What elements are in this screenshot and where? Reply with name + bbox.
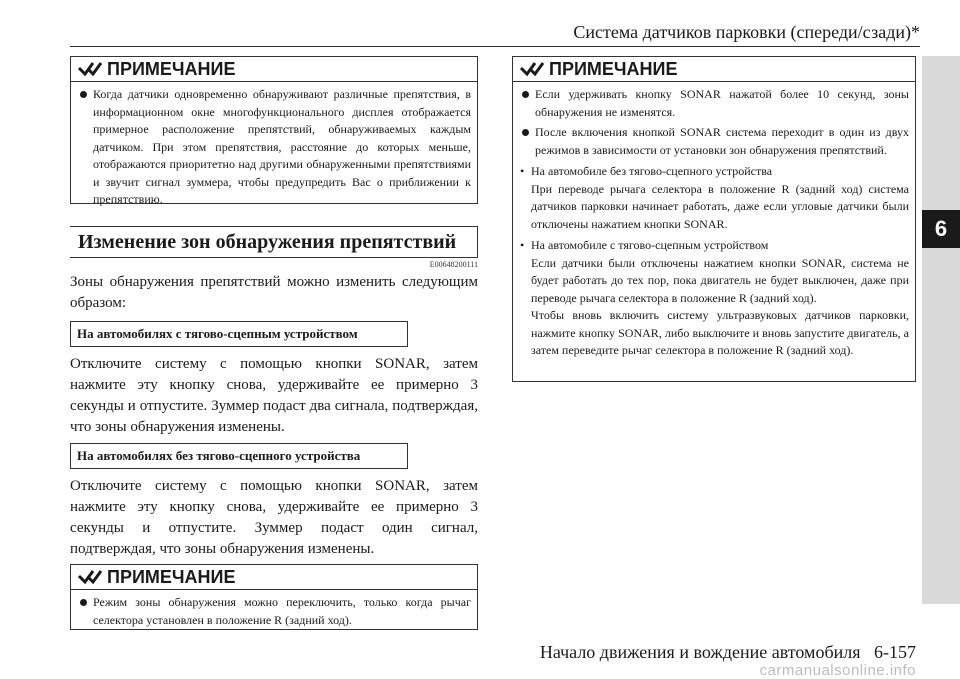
note-check-icon [519, 60, 545, 78]
note-header [513, 57, 915, 82]
note1-text: Когда датчики одновременно обнаруживают различные препятствия, в информационном окне многофункционального дисплея отображается примерное расположение препятствий, обнаруживаемых каждым датчиком. При этом препятствия, расстояние до которых меньше, отображаются приоритетно над другими обнаруженными препятствиями и звучит сигнал зуммера, чтобы предупредить Вас о приближении к препятствию. [93, 87, 471, 206]
sub-bullet [519, 163, 909, 233]
note3-bullet2: После включения кнопкой SONAR система переходит в один из двух режимов в зависимости от установки зон обнаружения препятствий. [535, 125, 909, 157]
note-bullet [519, 124, 909, 159]
bullet-dot-icon [522, 129, 529, 136]
section-code: E00648200111 [429, 260, 478, 269]
note-bullet [519, 86, 909, 121]
no-towing-text: Отключите систему с помощью кнопки SONAR, затем нажмите эту кнопку снова, удерживайте ее примерно 3 секунды и отпустите. Зуммер подаст один сигнал, подтверждая, что зоны обнаружения изменены. [70, 478, 478, 557]
towing-text: Отключите систему с помощью кнопки SONAR, затем нажмите эту кнопку снова, удерживайте ее примерно 3 секунды и отпустите. Зуммер подаст два сигнала, подтверждая, что зоны обнаружения изменены. [70, 356, 478, 435]
bullet-dot-icon [80, 599, 87, 606]
chapter-number: 6 [922, 210, 960, 248]
note-header [71, 57, 477, 82]
page-footer: Начало движения и вождение автомобиля 6-157 [539, 642, 916, 662]
note-check-icon [77, 568, 103, 586]
sub-bullet-dot-icon: • [520, 238, 525, 252]
note-label: ПРИМЕЧАНИЕ [549, 58, 678, 79]
note-bullet [77, 86, 471, 209]
sub-bullet [519, 237, 909, 360]
subheading-towing: На автомобилях с тягово-сцепным устройством [70, 321, 408, 347]
header-rule [70, 46, 920, 47]
note2-text: Режим зоны обнаружения можно переключить, только когда рычаг селектора установлен в положение R (задний ход). [93, 595, 471, 627]
sub1-text: При переводе рычага селектора в положение R (задний ход) система датчиков парковки начинает работать, даже если угловые датчики были отключены нажатием кнопки SONAR. [531, 181, 909, 231]
sub-bullet-dot-icon: • [520, 164, 525, 178]
sub1-title: На автомобиле без тягово-сцепного устройства [531, 164, 773, 178]
chapter-side-tab [922, 56, 960, 604]
subheading-no-towing: На автомобилях без тягово-сцепного устройства [70, 443, 408, 469]
section-intro: Зоны обнаружения препятствий можно изменить следующим образом: [70, 274, 478, 311]
watermark: carmanualsonline.info [759, 662, 916, 679]
section-title: Изменение зон обнаружения препятствий [70, 226, 478, 258]
note-box-detection [70, 56, 478, 204]
note-box-sonar [512, 56, 916, 382]
sub2-text1: Если датчики были отключены нажатием кнопки SONAR, система не будет работать до тех пор, пока двигатель не будет выключен, даже при переводе рычага селектора в положение R (задний ход). [531, 255, 909, 305]
bullet-dot-icon [522, 91, 529, 98]
page-header-title: Система датчиков парковки (спереди/сзади)* [573, 22, 920, 42]
note-label: ПРИМЕЧАНИЕ [107, 566, 236, 587]
note-header [71, 565, 477, 590]
note-label: ПРИМЕЧАНИЕ [107, 58, 236, 79]
note-box-mode [70, 564, 478, 630]
note-check-icon [77, 60, 103, 78]
sub2-text2: Чтобы вновь включить систему ультразвуковых датчиков парковки, нажмите кнопку SONAR, либо выключите и вновь запустите двигатель, а затем переведите рычаг селектора в положение R (задний ход). [531, 308, 909, 357]
note3-bullet1: Если удерживать кнопку SONAR нажатой более 10 секунд, зоны обнаружения не изменятся. [535, 87, 909, 119]
sub2-title: На автомобиле с тягово-сцепным устройством [531, 238, 769, 252]
note-bullet [77, 594, 471, 629]
bullet-dot-icon [80, 91, 87, 98]
